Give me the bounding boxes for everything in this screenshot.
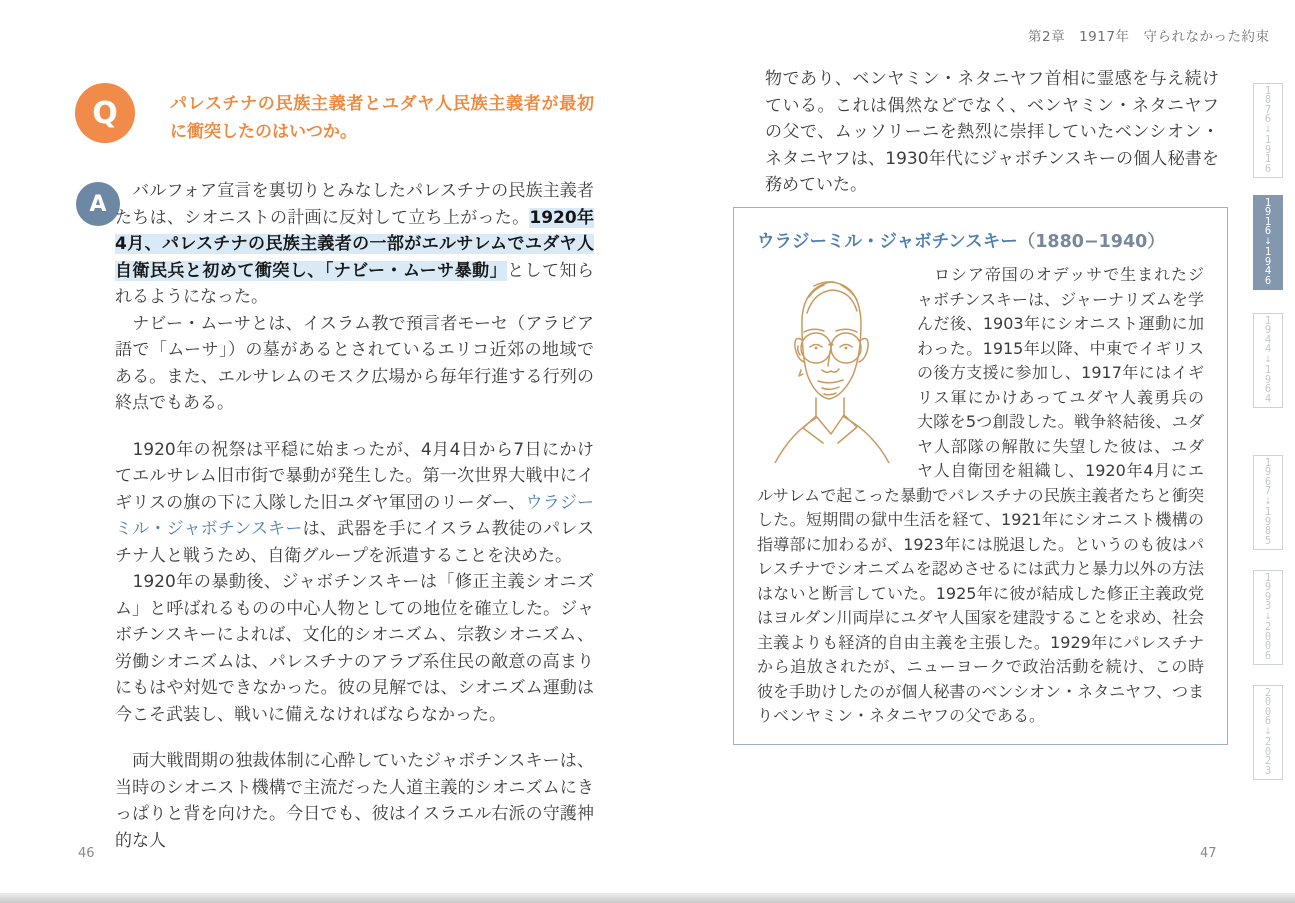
portrait-illustration [757,267,909,465]
profile-box-title [757,228,1204,253]
era-tab-1916-1946[interactable] [1253,195,1283,290]
answer-body [115,178,594,854]
era-tab-to: 1964 [1264,364,1272,405]
jabotinsky-line-portrait-svg [757,267,907,463]
highlighted-text: 1920年4月、パレスチナの民族主義者の一部がエルサレムでユダヤ人自衛民兵と初めて衝突し、「ナビー・ムーサ暴動」 [115,207,594,281]
era-tab-to: 2006 [1264,621,1272,662]
page-number-left: 46 [78,846,95,861]
paragraph-text: 1920年の祝祭は平穏に始まったが、4月4日から7日にかけてエルサレム旧市街で暴動が発生した。第一次世界大戦中にイギリスの旗の下に入隊した旧ユダヤ軍団のリーダー、 [115,439,594,513]
down-arrow-icon: ↓ [1264,237,1272,247]
answer-paragraph-2: ナビー・ムーサとは、イスラム教で預言者モーセ（アラビア語で「ムーサ」）の墓があるとされているエリコ近郊の地域である。また、エルサレムのモスク広場から毎年行進する行列の終点でもある。 [115,313,594,413]
profile-box [733,207,1228,745]
era-tab-1944-1964[interactable] [1253,313,1283,408]
down-arrow-icon: ↓ [1264,612,1272,622]
person-name-text: ウラジーミル・ジャボチンスキー [115,492,595,539]
question-badge-label: Q [92,95,118,131]
down-arrow-icon: ↓ [1264,497,1272,507]
answer-paragraph-1 [115,178,594,311]
era-tab-from: 1876 [1264,84,1272,126]
era-tab-from: 2006 [1264,686,1272,728]
era-tab-to: 1916 [1264,134,1272,175]
era-tab-to: 2023 [1264,736,1272,777]
era-tab-1967-1985[interactable] [1253,455,1283,550]
page-number-right: 47 [1200,846,1217,861]
page-bottom-edge [0,893,1295,903]
question-text: パレスチナの民族主義者とユダヤ人民族主義者が最初に衝突したのはいつか。 [170,94,594,142]
answer-paragraph-5: 両大戦間期の独裁体制に心酔していたジャボチンスキーは、当時のシオニスト機構で主流だった人道主義的シオニズムにきっぱりと背を向けた。今日でも、彼はイスラエル右派の守護神的な人 [115,751,594,851]
era-tab-from: 1944 [1264,314,1272,356]
answer-badge-label: A [89,191,107,217]
down-arrow-icon: ↓ [1264,125,1272,135]
era-tab-from: 1916 [1264,196,1272,238]
era-tab-from: 1993 [1264,571,1272,613]
paragraph-text: バルフォア宣言を裏切りとみなしたパレスチナの民族主義者たちは、シオニストの計画に反対して立ち上がった。 [115,181,594,228]
down-arrow-icon: ↓ [1264,727,1272,737]
running-header: 第2章 1917年 守られなかった約束 [1028,29,1270,45]
profile-box-body [757,263,1204,729]
answer-badge [76,182,120,226]
era-tab-to: 1946 [1264,246,1272,287]
down-arrow-icon: ↓ [1264,355,1272,365]
answer-paragraph-4: 1920年の暴動後、ジャボチンスキーは「修正主義シオニズム」と呼ばれるものの中心人物としての地位を確立した。ジャボチンスキーによれば、文化的シオニズム、宗教シオニズム、労働シオニズムは、パレスチナのアラブ系住民の敵意の高まりにもはや対処できなかった。彼の見解では、シオニズム運動は今こそ武装し、戦いに備えなければならなかった。 [115,572,595,725]
continuation-paragraph: 物であり、ベンヤミン・ネタニヤフ首相に霊感を与え続けている。これは偶然などでなく、ベンヤミン・ネタニヤフの父で、ムッソリーニを熱烈に崇拝していたベンシオン・ネタニヤフは、1930年代にジャボチンスキーの個人秘書を務めていた。 [765,69,1219,195]
era-tab-2006-2023[interactable] [1253,685,1283,780]
era-tab-to: 1985 [1264,506,1272,547]
profile-years: （1880−1940） [1017,232,1165,252]
era-tab-1993-2006[interactable] [1253,570,1283,665]
paragraph-text: として知られるようになった。 [115,260,594,307]
paragraph-text: は、武器を手にイスラム教徒のパレスチナ人と戦うため、自衛グループを派遣することを決めた。 [115,519,594,566]
answer-paragraph-3 [115,437,594,570]
question-badge [75,83,135,143]
profile-name: ウラジーミル・ジャボチンスキー [757,232,1018,252]
profile-body-text: ロシア帝国のオデッサで生まれたジャボチンスキーは、ジャーナリズムを学んだ後、1903年にシオニスト運動に加わった。1915年以降、中東でイギリスの後方支援に参加し、1917年にはイギリス軍にかけあってユダヤ人義勇兵の大隊を5つ創設した。戦争終結後、ユダヤ人部隊の解散に失望した彼は、ユダヤ人自衛団を組織し、1920年4月にエルサレムで起こった暴動でパレスチナの民族主義者たちと衝突した。短期間の獄中生活を経て、1921年にシオニスト機構の指導部に加わるが、1923年には脱退した。というのも彼はパレスチナでシオニズムを認めさせるには武力と暴力以外の方法はないと断言していた。1925年に彼が結成した修正主義政党はヨルダン川両岸にユダヤ人国家を建設することを求め、社会主義よりも経済的自由主義を主張した。1929年にパレスチナから追放されたが、ニューヨークで政治活動を続け、この時彼を手助けしたのが個人秘書のベンシオン・ネタニヤフ、つまりベンヤミン・ネタニヤフの父である。 [757,265,1204,725]
era-tab-from: 1967 [1264,456,1272,498]
era-tab-1876-1916[interactable] [1253,83,1283,178]
